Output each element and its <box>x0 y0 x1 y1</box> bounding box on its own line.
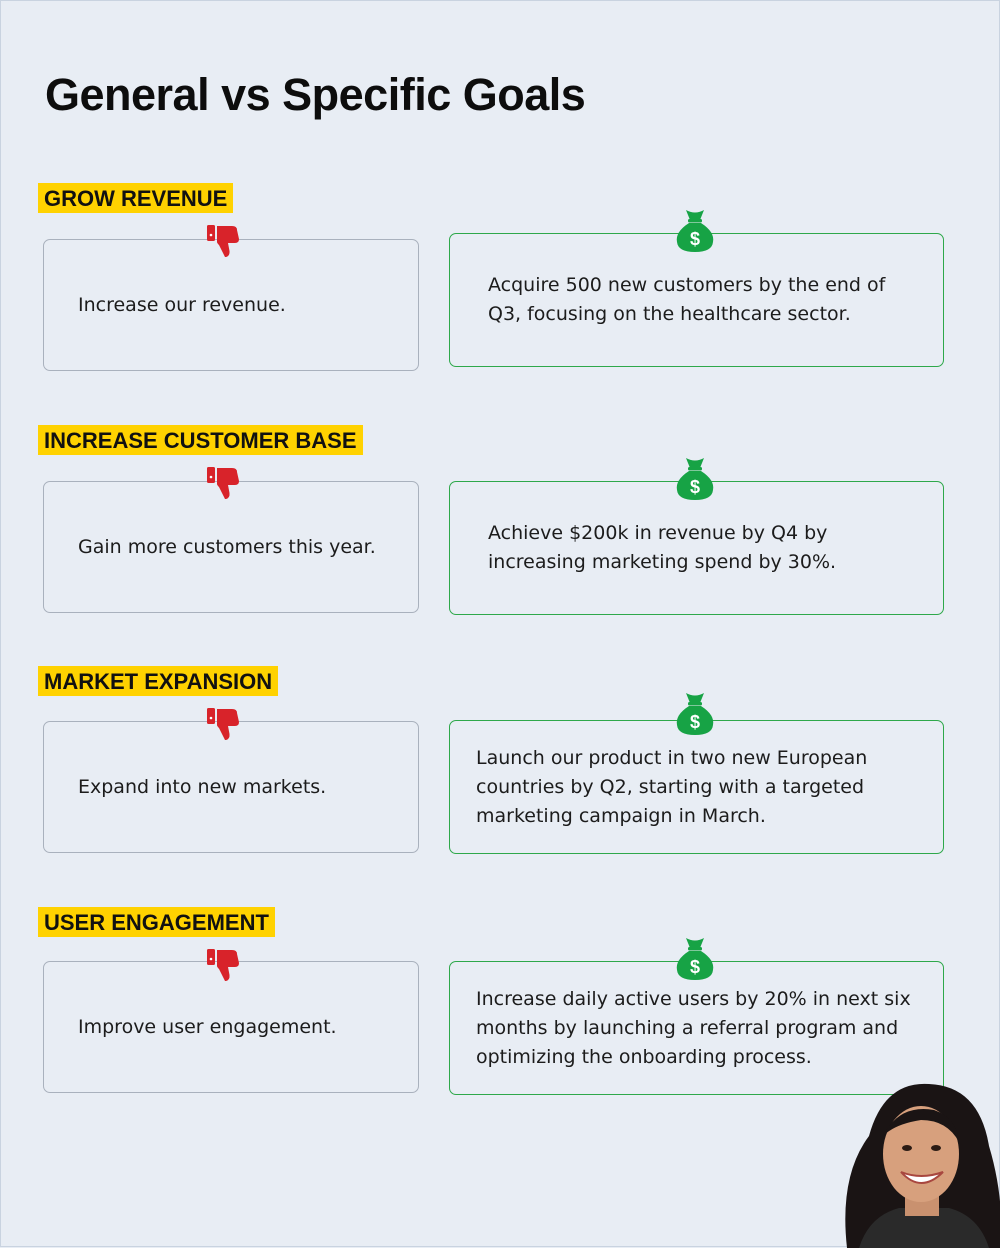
general-goal-text: Improve user engagement. <box>78 1015 337 1038</box>
avatar <box>839 1076 1000 1248</box>
svg-text:$: $ <box>689 229 701 249</box>
specific-goal-text: Achieve $200k in revenue by Q4 by increasing marketing spend by 30%. <box>488 522 837 573</box>
specific-goal-text: Increase daily active users by 20% in next six months by launching a referral program and optimizing the onboarding process. <box>476 987 911 1068</box>
svg-text:$: $ <box>689 712 701 732</box>
money-bag-icon <box>673 207 717 253</box>
specific-goal-card <box>449 961 944 1095</box>
general-goal-text: Expand into new markets. <box>78 775 327 798</box>
goal-section-grow-revenue <box>1 183 1000 403</box>
specific-goal-text: Launch our product in two new European countries by Q2, starting with a targeted marketing campaign in March. <box>476 746 868 827</box>
money-bag-icon <box>673 935 717 981</box>
specific-goal-card <box>449 481 944 615</box>
section-tag: GROW REVENUE <box>38 183 233 213</box>
section-tag: INCREASE CUSTOMER BASE <box>38 425 363 455</box>
specific-goal-card <box>449 720 944 854</box>
goal-section-market-expansion <box>1 666 1000 886</box>
thumbs-down-icon <box>206 945 244 983</box>
thumbs-down-icon <box>206 463 244 501</box>
svg-text:$: $ <box>689 477 701 497</box>
thumbs-down-icon <box>206 704 244 742</box>
money-bag-icon <box>673 690 717 736</box>
general-goal-text: Increase our revenue. <box>78 293 286 316</box>
money-bag-icon <box>673 455 717 501</box>
goal-section-increase-customer-base <box>1 425 1000 645</box>
author-portrait <box>839 1076 1000 1248</box>
general-goal-text: Gain more customers this year. <box>78 535 376 558</box>
svg-text:$: $ <box>689 957 701 977</box>
page-title: General vs Specific Goals <box>45 69 586 120</box>
specific-goal-text: Acquire 500 new customers by the end of Q3, focusing on the healthcare sector. <box>488 274 886 325</box>
specific-goal-card <box>449 233 944 367</box>
section-tag: MARKET EXPANSION <box>38 666 278 696</box>
thumbs-down-icon <box>206 221 244 259</box>
section-tag: USER ENGAGEMENT <box>38 907 275 937</box>
